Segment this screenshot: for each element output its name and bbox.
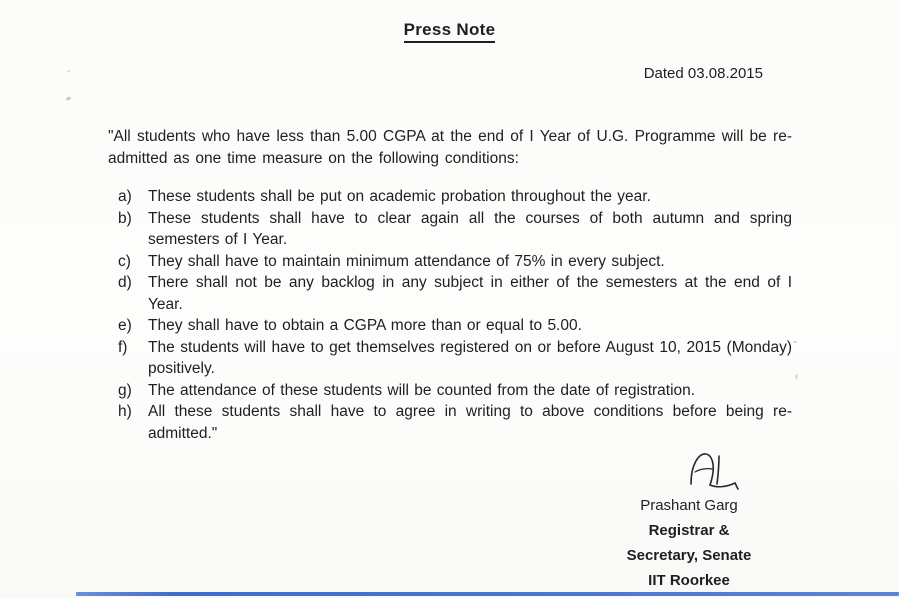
signature-image bbox=[685, 448, 749, 492]
scan-speck bbox=[66, 96, 72, 101]
list-item bbox=[118, 208, 792, 251]
document-body bbox=[108, 126, 792, 444]
signatory-title-secretary: Secretary, Senate bbox=[626, 547, 752, 564]
list-item bbox=[118, 315, 792, 337]
item-text: These students shall be put on academic probation throughout the year. bbox=[148, 188, 651, 205]
item-label: c) bbox=[118, 252, 131, 270]
list-item bbox=[118, 251, 792, 273]
item-label: a) bbox=[118, 188, 132, 205]
list-item bbox=[118, 186, 792, 208]
item-text: All these students shall have to agree in writing to above conditions before being re-admitted." bbox=[148, 403, 792, 442]
list-item bbox=[118, 272, 792, 315]
item-text: They shall have to obtain a CGPA more than or equal to 5.00. bbox=[148, 317, 582, 334]
item-label: d) bbox=[118, 274, 132, 291]
signatory-name: Prashant Garg bbox=[640, 497, 738, 514]
item-label: h) bbox=[118, 403, 132, 420]
list-item bbox=[118, 401, 792, 444]
scan-bottom-edge bbox=[76, 592, 899, 596]
intro-paragraph: "All students who have less than 5.00 CGPA at the end of I Year of U.G. Programme will be re-admitted as one time measure on the following conditions: bbox=[108, 128, 792, 167]
item-label: b) bbox=[118, 209, 132, 227]
item-label: f) bbox=[118, 338, 128, 356]
conditions-list bbox=[118, 186, 792, 444]
header bbox=[0, 0, 899, 43]
item-label: e) bbox=[118, 317, 132, 334]
scan-speck bbox=[67, 70, 70, 72]
item-text: The students will have to get themselves registered on or before August 10, 2015 (Monday) positively. bbox=[148, 338, 792, 377]
date-line: Dated 03.08.2015 bbox=[643, 65, 763, 82]
signatory-title-institute: IIT Roorkee bbox=[648, 572, 730, 589]
page-title: Press Note bbox=[404, 20, 496, 43]
item-text: They shall have to maintain minimum attendance of 75% in every subject. bbox=[148, 252, 665, 270]
item-text: These students shall have to clear again all the courses of both autumn and spring semesters of I Year. bbox=[148, 209, 792, 248]
item-label: g) bbox=[118, 381, 132, 399]
item-text: The attendance of these students will be counted from the date of registration. bbox=[148, 381, 696, 399]
scan-speck bbox=[795, 374, 798, 379]
list-item bbox=[118, 380, 792, 402]
signatory-title-registrar: Registrar & bbox=[648, 522, 730, 539]
item-text: There shall not be any backlog in any subject in either of the semesters at the end of I Year. bbox=[148, 274, 792, 313]
scan-speck bbox=[793, 341, 797, 343]
signature-block bbox=[589, 448, 789, 593]
list-item bbox=[118, 337, 792, 380]
